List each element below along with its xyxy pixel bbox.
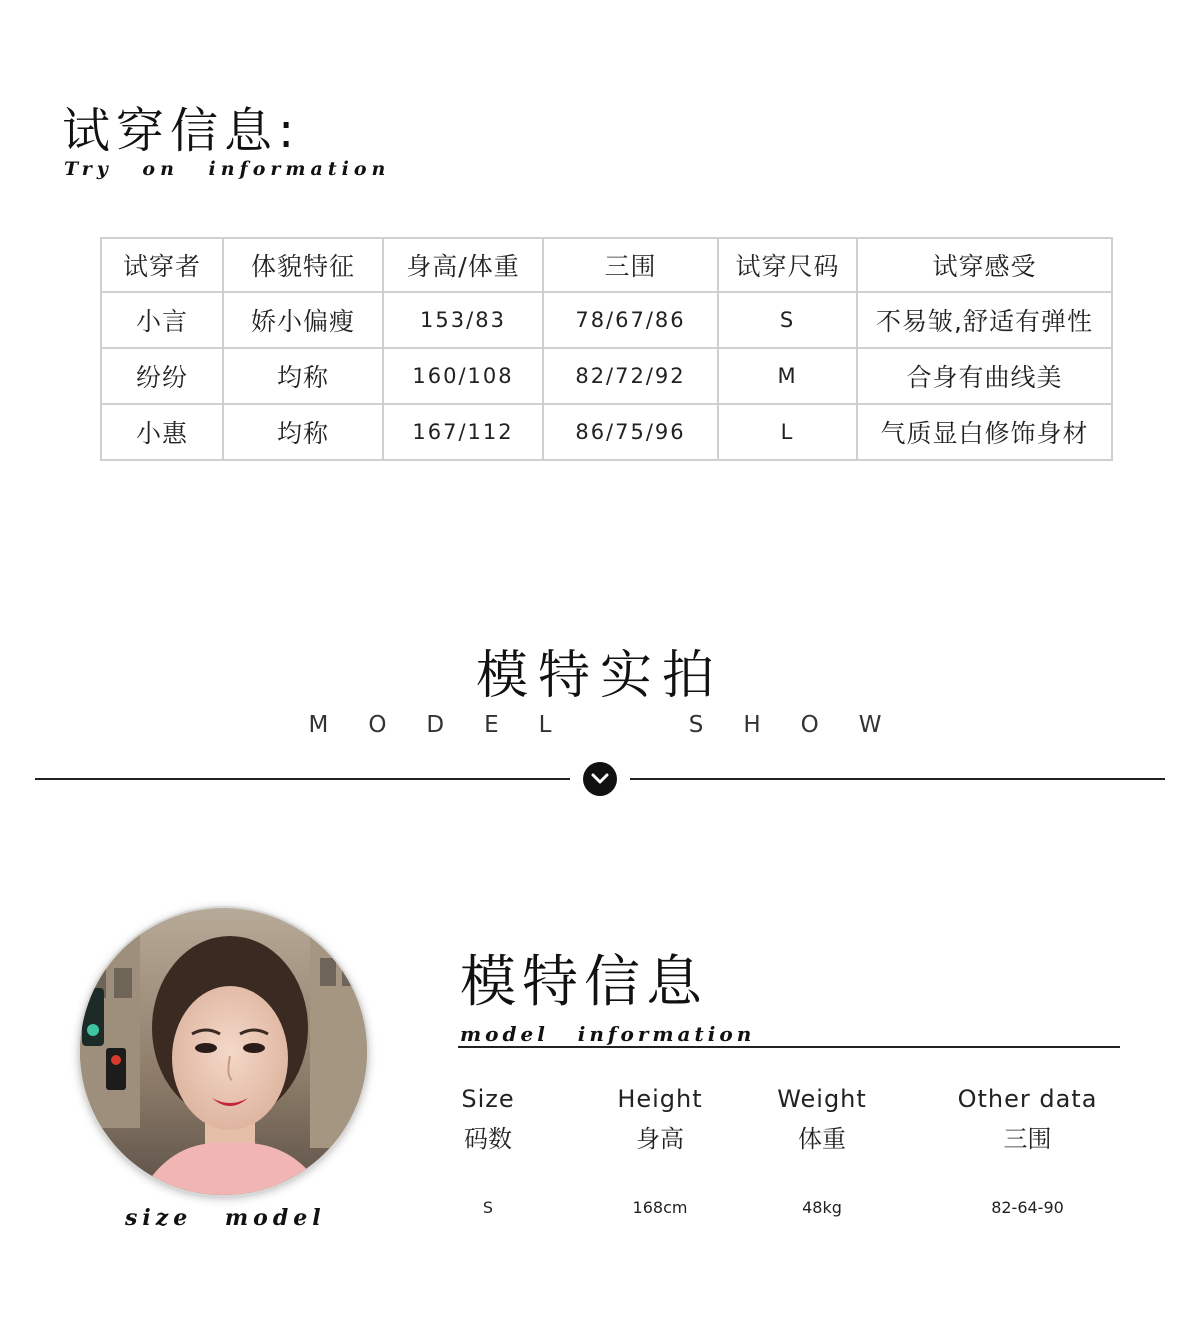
other-data-label-zh: 三围 bbox=[1003, 1125, 1052, 1153]
table-row bbox=[101, 348, 1112, 404]
height-value: 168cm bbox=[632, 1198, 688, 1217]
other-data-label-en: Other data bbox=[957, 1085, 1098, 1113]
table-cell: 合身有曲线美 bbox=[857, 348, 1112, 404]
header-cell: 三围 bbox=[543, 238, 718, 292]
divider-line-right bbox=[630, 778, 1165, 780]
size-value: S bbox=[482, 1198, 494, 1217]
table-cell: 82/72/92 bbox=[543, 348, 718, 404]
table-cell: 86/75/96 bbox=[543, 404, 718, 460]
table-cell: 不易皱,舒适有弹性 bbox=[857, 292, 1112, 348]
weight-column bbox=[762, 1085, 882, 1154]
table-cell: 小惠 bbox=[101, 404, 223, 460]
table-cell: 78/67/86 bbox=[543, 292, 718, 348]
table-cell: 纷纷 bbox=[101, 348, 223, 404]
avatar-caption: size model bbox=[125, 1205, 326, 1231]
table-cell: 167/112 bbox=[383, 404, 543, 460]
size-label-en: Size bbox=[461, 1085, 515, 1113]
table-cell: 160/108 bbox=[383, 348, 543, 404]
table-cell: 娇小偏瘦 bbox=[223, 292, 383, 348]
table-cell: 小言 bbox=[101, 292, 223, 348]
chevron-down-icon bbox=[583, 762, 617, 796]
other-data-column bbox=[945, 1085, 1110, 1154]
model-info-title: 模特信息 bbox=[460, 950, 708, 1015]
height-label-en: Height bbox=[617, 1085, 703, 1113]
height-column bbox=[600, 1085, 720, 1154]
table-cell: 153/83 bbox=[383, 292, 543, 348]
weight-label-zh: 体重 bbox=[798, 1125, 846, 1153]
tryon-table bbox=[100, 237, 1113, 461]
model-show-title: 模特实拍 bbox=[475, 646, 724, 706]
size-column bbox=[448, 1085, 528, 1154]
model-info-subtitle: model information bbox=[460, 1022, 756, 1046]
tryon-subtitle: Try on information bbox=[64, 158, 391, 180]
height-label-zh: 身高 bbox=[636, 1125, 684, 1153]
table-row bbox=[101, 292, 1112, 348]
divider-line-left bbox=[35, 778, 570, 780]
table-cell: 均称 bbox=[223, 348, 383, 404]
header-cell: 试穿尺码 bbox=[718, 238, 857, 292]
header-cell: 体貌特征 bbox=[223, 238, 383, 292]
table-cell: 气质显白修饰身材 bbox=[857, 404, 1112, 460]
table-cell: S bbox=[718, 292, 857, 348]
model-show-subtitle: MODEL SHOW bbox=[308, 712, 922, 738]
header-cell: 身高/体重 bbox=[383, 238, 543, 292]
table-header-row bbox=[101, 238, 1112, 292]
table-row bbox=[101, 404, 1112, 460]
model-avatar-photo bbox=[80, 908, 367, 1195]
table-cell: 均称 bbox=[223, 404, 383, 460]
tryon-title: 试穿信息: bbox=[62, 103, 301, 159]
table-cell: M bbox=[718, 348, 857, 404]
weight-value: 48kg bbox=[802, 1198, 842, 1217]
model-info-divider bbox=[458, 1046, 1120, 1048]
weight-label-en: Weight bbox=[777, 1085, 867, 1113]
header-cell: 试穿感受 bbox=[857, 238, 1112, 292]
table-cell: L bbox=[718, 404, 857, 460]
size-label-zh: 码数 bbox=[464, 1125, 512, 1153]
header-cell: 试穿者 bbox=[101, 238, 223, 292]
other-data-value: 82-64-90 bbox=[991, 1198, 1064, 1217]
